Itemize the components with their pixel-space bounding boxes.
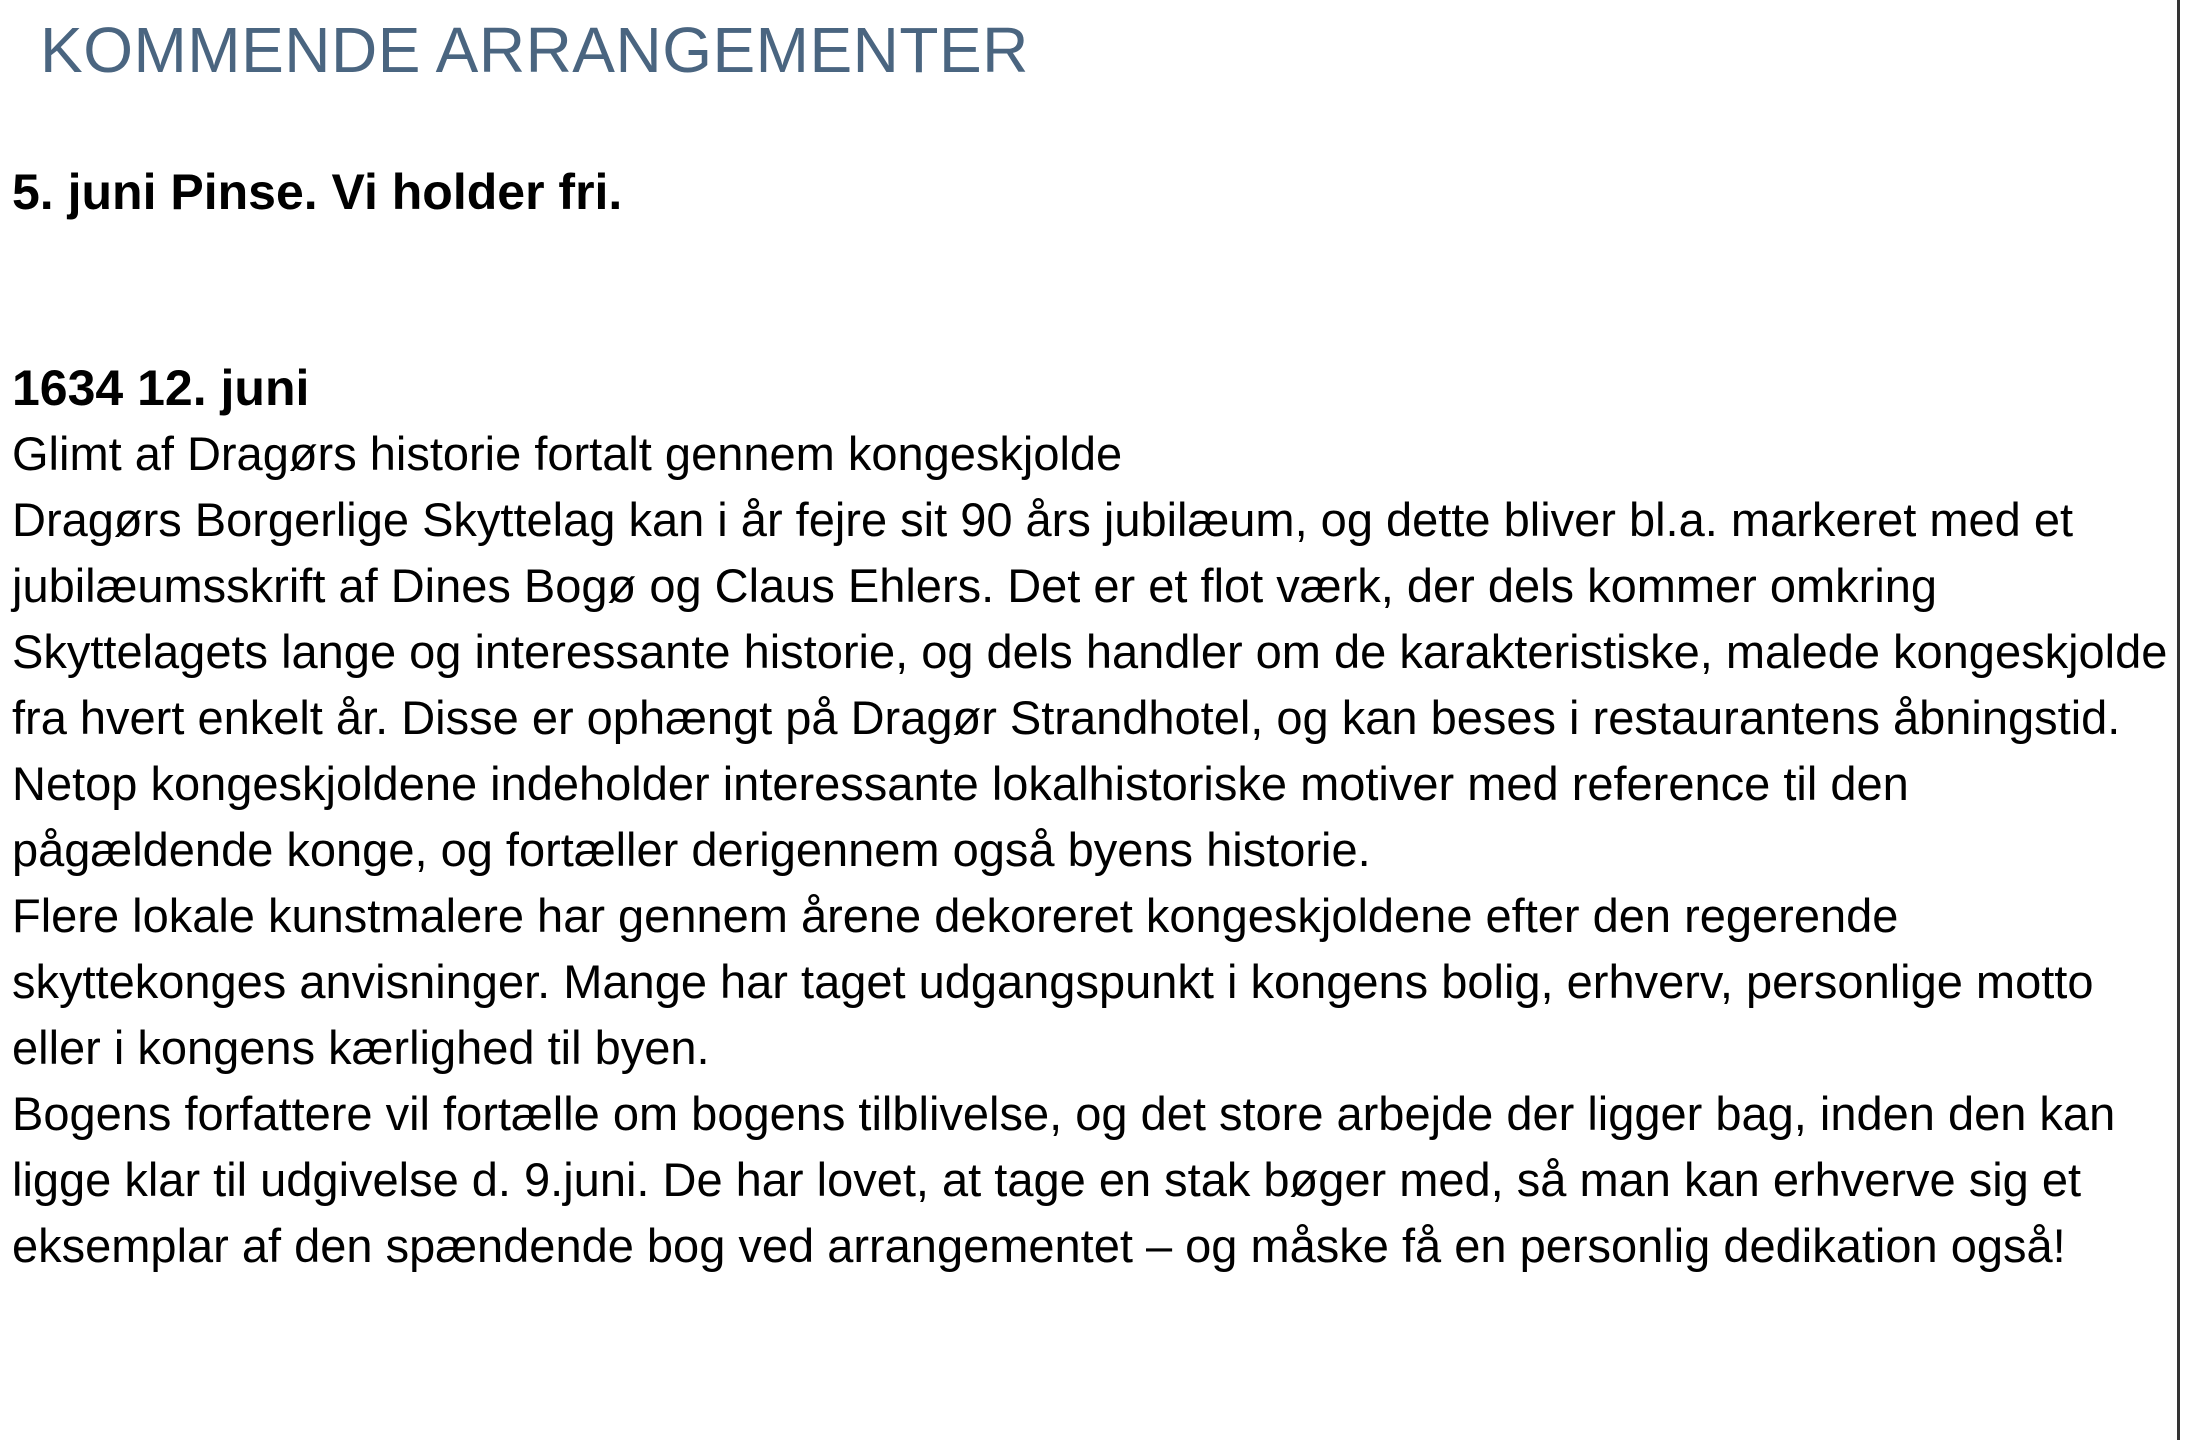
event-paragraph: Bogens forfattere vil fortælle om bogens tilblivelse, og det store arbejde der ligger bag, inden den kan ligge klar til udgivelse d. 9.juni. De har lovet, at tage en stak bøger med, så man kan erhverve sig et eksemplar af den spændende bog ved arrangementet – og måske få en personlig dedikation også! xyxy=(12,1087,2116,1272)
event-paragraph: Dragørs Borgerlige Skyttelag kan i år fejre sit 90 års jubilæum, og dette bliver bl.a. markeret med et jubilæumsskrift af Dines Bogø og Claus Ehlers. Det er et flot værk, der dels kommer omkring Skyttelagets lange og interessante historie, og dels handler om de karakteristiske, malede kongeskjolde fra hvert enkelt år. Disse er ophængt på Dragør Strandhotel, og kan beses i restaurantens åbningstid. xyxy=(12,493,2168,744)
event-paragraph: Flere lokale kunstmalere har gennem årene dekoreret kongeskjoldene efter den regerende skyttekonges anvisninger. Mange har taget udgangspunkt i kongens bolig, erhverv, personlige motto eller i kongens kærlighed til byen. xyxy=(12,889,2094,1074)
event-date: 1634 12. juni xyxy=(12,360,310,416)
event-pinse: 5. juni Pinse. Vi holder fri. xyxy=(12,164,623,220)
page-title: KOMMENDE ARRANGEMENTER xyxy=(40,14,1029,86)
event-kongeskjolde xyxy=(12,355,2177,1279)
event-subtitle: Glimt af Dragørs historie fortalt gennem kongeskjolde xyxy=(12,427,1123,480)
event-paragraph: Netop kongeskjoldene indeholder interessante lokalhistoriske motiver med reference til den pågældende konge, og fortæller derigennem også byens historie. xyxy=(12,757,1909,876)
